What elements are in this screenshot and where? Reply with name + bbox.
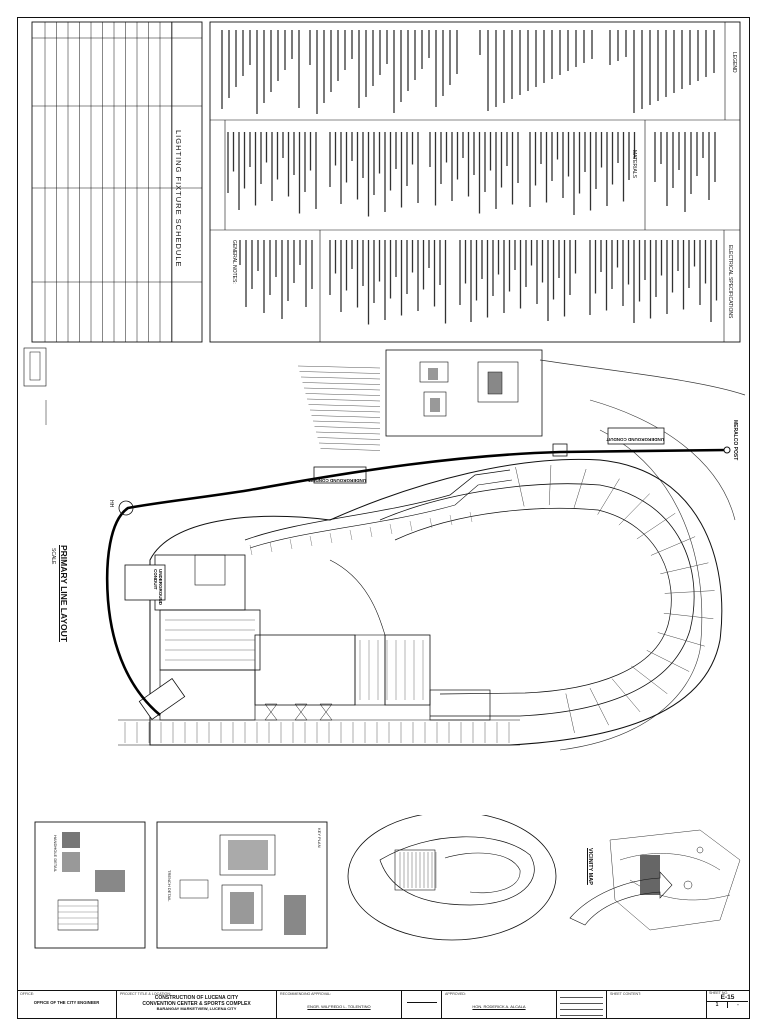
schedule-and-notes-panel xyxy=(0,0,768,345)
electrical-specs-title: ELECTRICAL SPECIFICATIONS xyxy=(727,245,733,319)
drawing-line xyxy=(350,530,352,540)
project-location: BARANGAY MARKETVIEW, LUCENA CITY xyxy=(156,1006,237,1011)
drawing-line xyxy=(319,443,380,445)
drawing-line xyxy=(566,694,575,733)
drawing-line xyxy=(612,679,640,712)
recommending-name: ENGR. WILFREDO L. TOLENTINO xyxy=(307,1004,371,1009)
drawing-line xyxy=(309,405,381,407)
sheet-content-cell xyxy=(607,991,707,1019)
seal-cell xyxy=(402,991,442,1019)
drawing-line xyxy=(298,366,380,368)
sheet-number-cell xyxy=(707,991,748,1019)
drawing-line xyxy=(303,383,381,385)
drawing-line xyxy=(664,613,714,619)
underground-conduit-label-right: UNDERGROUND CONDUIT xyxy=(606,437,664,442)
drawing-line xyxy=(390,524,392,534)
materials-title: MATERIALS xyxy=(631,150,637,178)
project-line-1: CONSTRUCTION OF LUCENA CITY xyxy=(154,995,239,1001)
drawing-line xyxy=(290,539,292,549)
project-line-2: CONVENTION CENTER & SPORTS COMPLEX xyxy=(142,1000,251,1007)
primary-line-layout-title: PRIMARY LINE LAYOUT xyxy=(59,545,69,642)
recommending-caption: RECOMMENDING APPROVAL: xyxy=(280,992,332,996)
vicinity-map-label: VICINITY MAP xyxy=(587,848,593,885)
recommending-cell xyxy=(277,991,402,1019)
drawing-line xyxy=(250,545,252,555)
drawing-line xyxy=(313,421,380,423)
drawing-line xyxy=(574,469,586,508)
drawing-line xyxy=(619,494,650,526)
drawing-line xyxy=(306,394,381,396)
drawing-line xyxy=(637,513,675,539)
legend-title: LEGEND xyxy=(731,52,737,73)
drawing-line xyxy=(450,515,452,525)
approved-cell xyxy=(442,991,557,1019)
drawing-line xyxy=(310,536,312,546)
drawing-line xyxy=(316,432,380,434)
underground-conduit-label-left: UNDERGROUND CONDUIT xyxy=(153,569,163,605)
drawing-line xyxy=(321,449,381,451)
drawing-line xyxy=(310,410,380,412)
sheet-total: - xyxy=(737,1002,739,1008)
drawing-line xyxy=(370,527,372,537)
drawing-line xyxy=(658,632,705,646)
plan-scale-label: SCALE xyxy=(50,548,56,565)
drawing-line xyxy=(315,427,381,429)
drawing-line xyxy=(665,591,715,594)
drawing-line xyxy=(410,521,412,531)
approved-caption: APPROVED: xyxy=(445,992,466,996)
office-caption: OFFICE: xyxy=(20,992,35,996)
drawing-line xyxy=(470,512,472,522)
primary-line-layout-plan xyxy=(0,345,768,755)
drawing-line xyxy=(301,377,380,379)
drawing-line xyxy=(330,533,332,543)
drawing-line xyxy=(270,542,272,552)
trench-detail-label: TRENCH DETAIL xyxy=(167,870,172,902)
drawing-line xyxy=(300,372,381,374)
office-name: OFFICE OF THE CITY ENGINEER xyxy=(33,1000,100,1005)
sheet-caption: SHEET NO. xyxy=(709,991,729,995)
sheet-of: 1 xyxy=(707,1002,728,1008)
general-notes-title: GENERAL NOTES: xyxy=(231,240,237,284)
underground-conduit-label-mid: UNDERGROUND CONDUIT xyxy=(308,478,366,483)
office-cell xyxy=(17,991,117,1019)
signatories-cell xyxy=(557,991,607,1019)
details-panel xyxy=(0,815,768,990)
sheet-content-caption: SHEET CONTENT: xyxy=(610,992,641,996)
project-caption: PROJECT TITLE & LOCATION: xyxy=(120,992,171,996)
sheet-number: E-15 xyxy=(707,995,748,1002)
drawing-line xyxy=(660,563,708,574)
drawing-line xyxy=(549,465,551,505)
handhole-label: HH xyxy=(108,500,114,508)
meralco-post-label: MERALCO POST xyxy=(732,420,738,461)
drawing-line xyxy=(307,399,380,401)
drawing-line xyxy=(312,416,381,418)
drawing-line xyxy=(651,537,695,556)
drawing-line xyxy=(598,479,620,515)
drawing-line xyxy=(647,650,689,671)
drawing-line xyxy=(304,388,380,390)
project-cell xyxy=(117,991,277,1019)
title-block xyxy=(17,990,750,1019)
schedule-title: LIGHTING FIXTURE SCHEDULE xyxy=(174,130,183,268)
drawing-line xyxy=(318,438,381,440)
drawing-line xyxy=(590,688,609,725)
key-plan-label: KEY PLAN xyxy=(317,828,322,848)
approved-name: HON. RODERICK A. ALCALA xyxy=(472,1004,526,1009)
handhole-detail-label: HANDHOLE DETAIL xyxy=(53,835,58,873)
